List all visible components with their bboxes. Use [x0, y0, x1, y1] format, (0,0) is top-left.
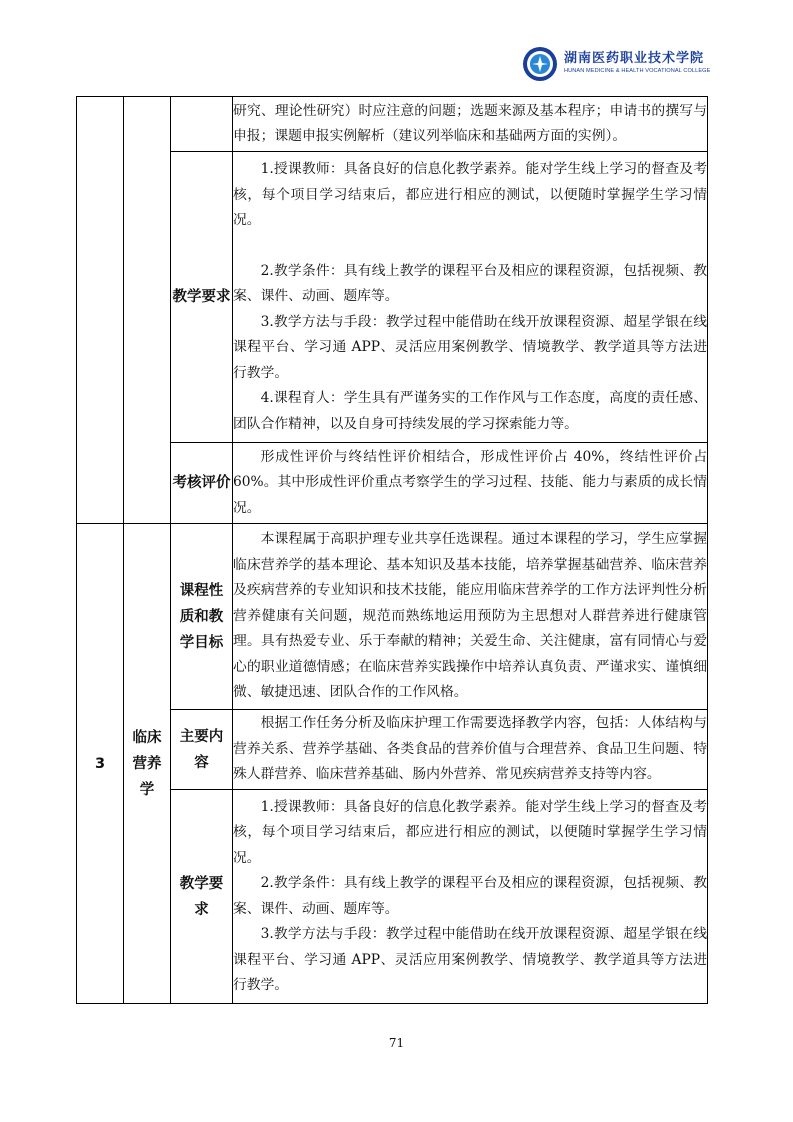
course-nature-label: 课程性质和教学目标 — [171, 524, 233, 710]
page-number: 71 — [388, 1036, 405, 1050]
table-row — [77, 790, 708, 1004]
table-row — [77, 443, 708, 524]
continued-text: 研究、理论性研究）时应注意的问题；选题来源及基本程序；申请书的撰写与申报；课题申报实例解析（建议列举临床和基础两方面的实例）。 — [233, 102, 707, 144]
assessment-label: 考核评价 — [171, 443, 233, 524]
college-emblem-icon — [522, 46, 558, 82]
continued-content — [233, 97, 708, 152]
requirement-item: 1.授课教师：具备良好的信息化教学素养。能对学生线上学习的督查及考核，每个项目学习结束后，都应进行相应的测试，以便随时掌握学生学习情况。 — [233, 798, 707, 866]
table-row — [77, 97, 708, 152]
assessment-content — [233, 443, 708, 524]
table-row — [77, 710, 708, 790]
logo-chinese-name: 湖南医药职业技术学院 — [564, 51, 705, 66]
requirement-item: 2.教学条件：具有线上教学的课程平台及相应的课程资源，包括视频、教案、课件、动画、题库等。 — [233, 875, 707, 917]
requirement-item: 3.教学方法与手段：教学过程中能借助在线开放课程资源、超星学银在线课程平台、学习通 APP、灵活应用案例教学、情境教学、教学道具等方法进行教学。 — [233, 926, 707, 993]
teaching-requirements-label: 教学要求 — [171, 152, 233, 443]
requirement-item: 4.课程育人：学生具有严谨务实的工作作风与工作态度，高度的责任感、团队合作精神，以及自身可持续发展的学习探索能力等。 — [233, 390, 707, 432]
main-content-label: 主要内容 — [171, 710, 233, 790]
requirement-item: 1.授课教师：具备良好的信息化教学素养。能对学生线上学习的督查及考核，每个项目学习结束后，都应进行相应的测试，以便随时掌握学生学习情况。 — [233, 161, 707, 228]
course-name: 临床营养学 — [124, 524, 171, 1004]
requirement-item: 3.教学方法与手段：教学过程中能借助在线开放课程资源、超星学银在线课程平台、学习通 APP、灵活应用案例教学、情境教学、教学道具等方法进行教学。 — [233, 313, 707, 381]
course-nature-text: 本课程属于高职护理专业共享任选课程。通过本课程的学习，学生应掌握临床营养学的基本理论、基本知识及基本技能，培养掌握基础营养、临床营养及疾病营养的专业知识和技术技能，能应用临床营养学的工作方法评判性分析营养健康有关问题，规范而熟练地运用预防为主思想对人群营养进行健康管理。具有热爱专业、乐于奉献的精神；关爱生命、关注健康，富有同情心与爱心的职业道德情感；在临床营养实践操作中培养认真负责、严谨求实、谨慎细微、敏捷迅速、团队合作的工作风格。 — [233, 531, 707, 701]
empty-course-cell — [124, 97, 171, 524]
course-nature-content — [233, 524, 708, 710]
empty-number-cell — [77, 97, 124, 524]
table-row — [77, 152, 708, 443]
main-content-text: 根据工作任务分析及临床护理工作需要选择教学内容，包括：人体结构与营养关系、营养学基础、各类食品的营养价值与合理营养、食品卫生问题、特殊人群营养、临床营养基础、肠内外营养、常见疾病营养支持等内容。 — [233, 715, 707, 783]
main-content — [233, 710, 708, 790]
curriculum-table — [76, 96, 708, 1004]
course-number: 3 — [77, 524, 124, 1004]
table-row — [77, 524, 708, 710]
college-logo — [522, 44, 722, 84]
assessment-text: 形成性评价与终结性评价相结合，形成性评价占 40%，终结性评价占 60%。其中形成性评价重点考察学生的学习过程、技能、能力与素质的成长情况。 — [233, 448, 707, 516]
teaching-requirements-label: 教学要求 — [171, 790, 233, 1004]
logo-english-name: HUNAN MEDICINE & HEALTH VOCATIONAL COLLEGE — [564, 68, 711, 74]
requirement-item: 2.教学条件：具有线上教学的课程平台及相应的课程资源，包括视频、教案、课件、动画、题库等。 — [233, 262, 707, 304]
teaching-requirements-content — [233, 790, 708, 1004]
empty-label-cell — [171, 97, 233, 152]
teaching-requirements-content — [233, 152, 708, 443]
